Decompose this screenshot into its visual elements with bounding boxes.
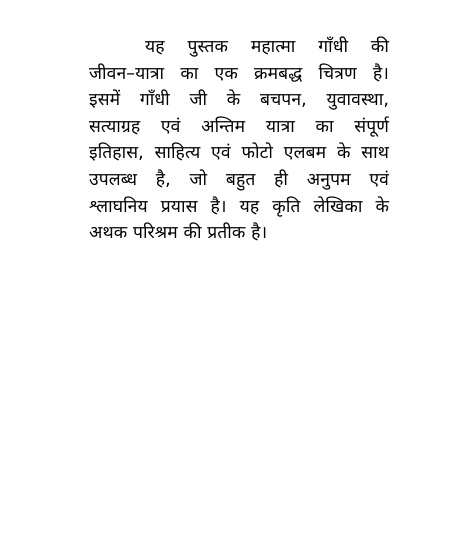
paragraph-line: इसमें गाँधी जी के बचपन, युवावस्था, — [89, 90, 389, 111]
paragraph-line: जीवन–यात्रा का एक क्रमबद्ध चित्रण है। — [89, 63, 389, 84]
paragraph-line: यह पुस्तक महात्मा गाँधी की — [145, 37, 389, 57]
book-description-paragraph — [89, 34, 389, 247]
paragraph-line: श्लाघनिय प्रयास है। यह कृति लेखिका के — [89, 196, 389, 217]
paragraph-line: अथक परिश्रम की प्रतीक है। — [89, 223, 268, 244]
paragraph-line: इतिहास, साहित्य एवं फोटो एलबम के साथ — [89, 143, 389, 164]
paragraph-line: उपलब्ध है, जो बहुत ही अनुपम एवं — [89, 169, 389, 190]
paragraph-line: सत्याग्रह एवं अन्तिम यात्रा का संपूर्ण — [89, 116, 389, 137]
